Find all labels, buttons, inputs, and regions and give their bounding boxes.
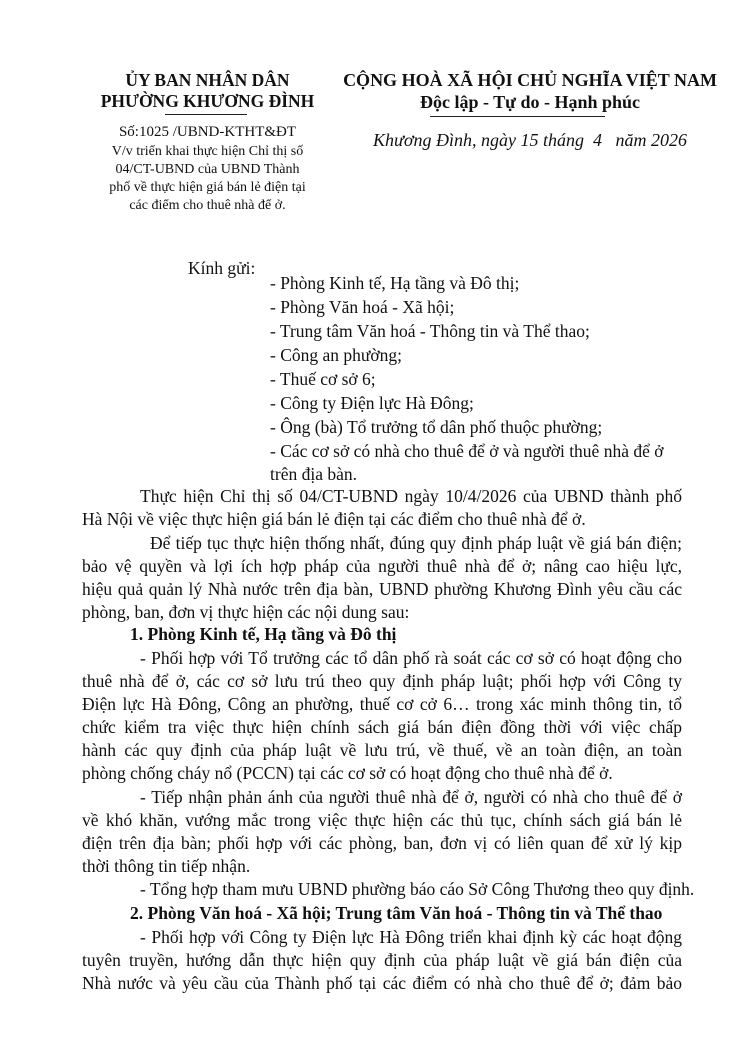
subject-line: các điểm cho thuê nhà để ở. [129, 198, 286, 213]
section-1-title: 1. Phòng Kinh tế, Hạ tầng và Đô thị [130, 624, 397, 644]
body-line: - Tiếp nhận phản ánh của người thuê nhà để ở, người có nhà cho thuê để ở [140, 787, 682, 807]
recipient-item: - Công an phường; [270, 345, 402, 365]
body-line: Để tiếp tục thực hiện thống nhất, đúng quy định pháp luật về giá bán điện; [150, 533, 682, 553]
body-line: tuyên truyền, hướng dẫn thực hiện quy định của pháp luật về giá bán điện của [82, 950, 682, 970]
body-line: Hà Nội về việc thực hiện giá bán lẻ điện tại các điểm cho thuê nhà để ở. [82, 509, 586, 529]
section-2-title: 2. Phòng Văn hoá - Xã hội; Trung tâm Văn hoá - Thông tin và Thể thao [130, 903, 663, 923]
body-line: chức kiểm tra việc thực hiện chính sách giá bán điện đồng thời với việc chấp [82, 717, 682, 737]
org-underline [165, 114, 247, 115]
subject-line: V/v triển khai thực hiện Chỉ thị số [111, 144, 304, 159]
body-line: hành các quy định của pháp luật về lưu trú, về thuế, về an toàn điện, an toàn [82, 740, 682, 760]
body-line: phòng chống cháy nổ (PCCN) tại các cơ sở có hoạt động cho thuê nhà để ở. [82, 763, 613, 783]
recipient-item: - Ông (bà) Tổ trưởng tổ dân phố thuộc phường; [270, 417, 603, 437]
recipient-item: - Phòng Kinh tế, Hạ tầng và Đô thị; [270, 273, 520, 293]
body-line: phòng, ban, đơn vị thực hiện các nội dung sau: [82, 602, 410, 622]
subject-line: 04/CT-UBND của UBND Thành [115, 162, 300, 177]
recipient-item: - Công ty Điện lực Hà Đông; [270, 393, 474, 413]
body-line: điện trên địa bàn; phối hợp với các phòng, ban, đơn vị có liên quan để xử lý kịp [82, 833, 682, 853]
body-line: - Phối hợp với Tổ trưởng các tổ dân phố rà soát các cơ sở có hoạt động cho [140, 648, 682, 668]
dateline: Khương Đình, ngày 15 tháng 4 năm 2026 [373, 130, 687, 150]
body-line: thời thông tin tiếp nhận. [82, 856, 251, 876]
subject-line: phố về thực hiện giá bán lẻ điện tại [109, 180, 306, 195]
org-name-line2: PHƯỜNG KHƯƠNG ĐÌNH [100, 91, 315, 111]
body-line: - Tổng hợp tham mưu UBND phường báo cáo Sở Công Thương theo quy định. [140, 879, 695, 899]
org-name-line1: ỦY BAN NHÂN DÂN [125, 70, 290, 90]
national-title: CỘNG HOÀ XÃ HỘI CHỦ NGHĨA VIỆT NAM [343, 70, 717, 90]
body-line: hiệu quả quản lý Nhà nước trên địa bàn, UBND phường Khương Đình yêu cầu các [82, 579, 682, 599]
body-line: Điện lực Hà Đông, Công an phường, thuế cơ cở 6… trong xác minh thông tin, tổ [82, 694, 682, 714]
recipient-item: trên địa bàn. [270, 464, 357, 484]
body-line: Thực hiện Chỉ thị số 04/CT-UBND ngày 10/4/2026 của UBND thành phố [140, 486, 682, 506]
motto-underline [430, 116, 605, 117]
body-line: về khó khăn, vướng mắc trong việc thực hiện các thủ tục, chính sách giá bán lẻ [82, 810, 682, 830]
recipient-item: - Thuế cơ sở 6; [270, 369, 376, 389]
body-line: thuê nhà để ở, các cơ sở lưu trú theo quy định pháp luật; phối hợp với Công ty [82, 671, 682, 691]
recipient-item: - Phòng Văn hoá - Xã hội; [270, 297, 455, 317]
recipient-item: - Trung tâm Văn hoá - Thông tin và Thể thao; [270, 321, 590, 341]
body-line: bảo vệ quyền và lợi ích hợp pháp của người thuê nhà để ở; nâng cao hiệu lực, [82, 556, 682, 576]
recipients-label: Kính gửi: [188, 258, 256, 278]
national-motto: Độc lập - Tự do - Hạnh phúc [419, 92, 641, 112]
body-line: - Phối hợp với Công ty Điện lực Hà Đông triển khai định kỳ các hoạt động [140, 927, 682, 947]
recipient-item: - Các cơ sở có nhà cho thuê để ở và người thuê nhà để ở [270, 441, 664, 461]
document-number: Số:1025 /UBND-KTHT&ĐT [118, 124, 297, 140]
body-line: Nhà nước và yêu cầu của Thành phố tại các điểm có nhà cho thuê để ở; đảm bảo [82, 973, 682, 993]
